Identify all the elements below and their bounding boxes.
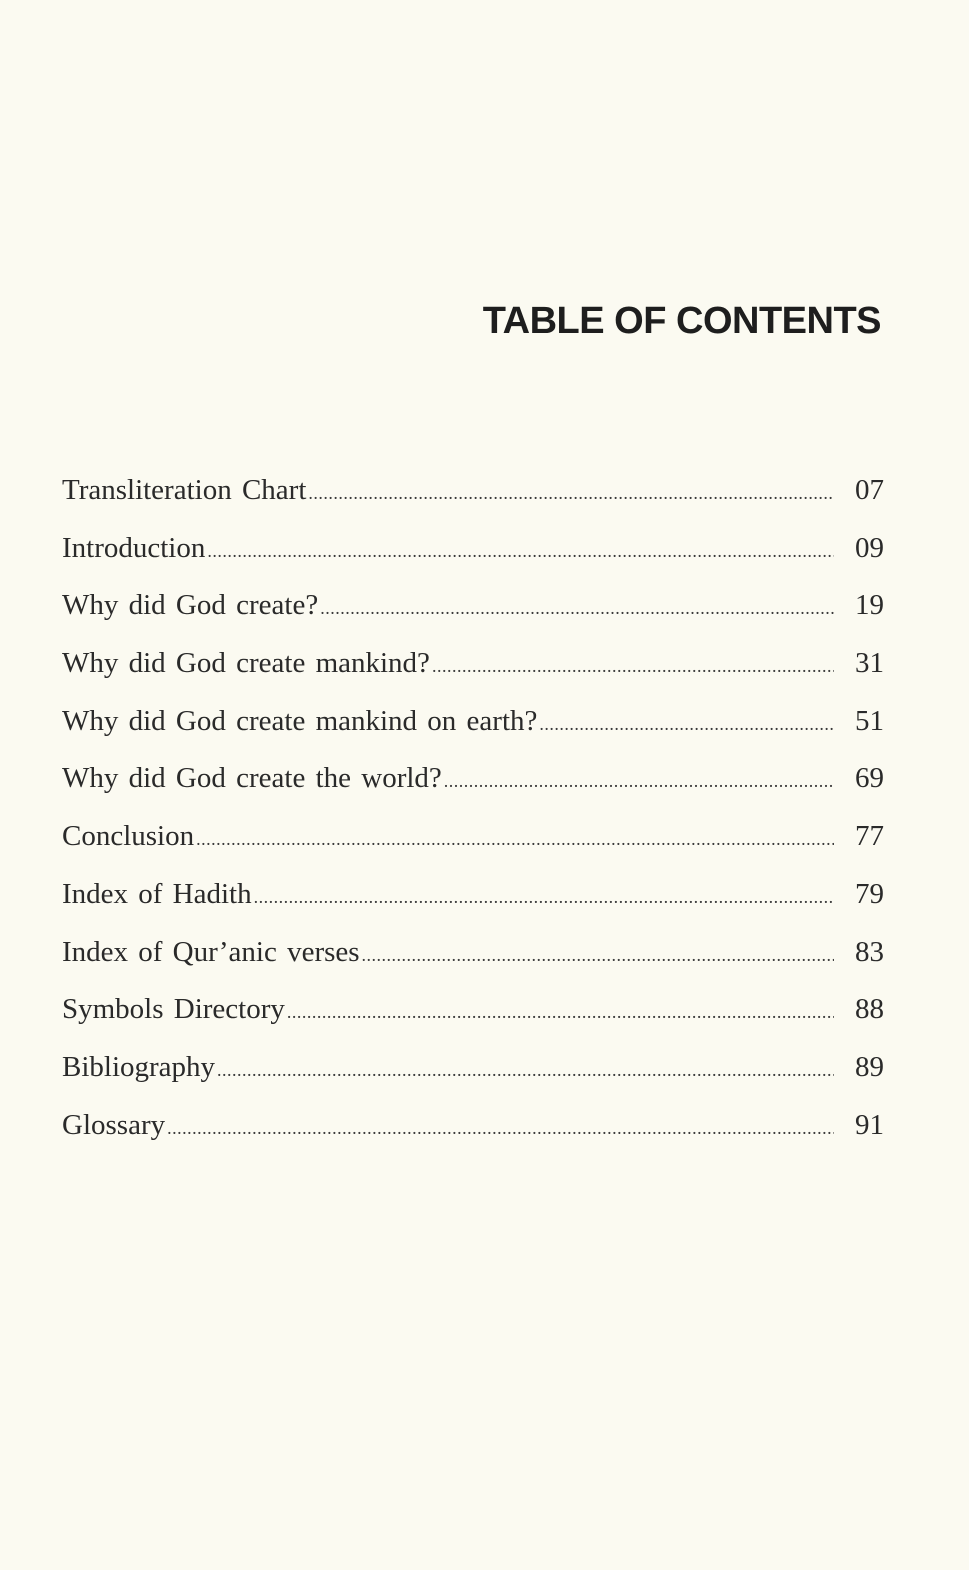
toc-page-number: 07 (855, 474, 884, 506)
dot-leader (362, 935, 834, 975)
toc-entry-conclusion[interactable] (62, 816, 884, 874)
toc-entry-label: Why did God create mankind? (62, 647, 430, 680)
toc-page-number: 89 (855, 1050, 884, 1083)
dot-leader (320, 588, 834, 628)
toc-entry-label: Why did God create the world? (62, 762, 442, 795)
toc-entry-label: Why did God create mankind on earth? (62, 704, 538, 737)
toc-entry-why-did-god-create-the-world[interactable] (62, 758, 884, 816)
toc-entry-why-did-god-create-mankind[interactable] (62, 643, 884, 701)
toc-page-number: 69 (855, 762, 884, 795)
toc-page-number: 79 (855, 877, 884, 910)
page-title: TABLE OF CONTENTS (482, 300, 881, 342)
toc-page-number: 31 (855, 647, 884, 680)
dot-leader (254, 877, 834, 917)
dot-leader (444, 761, 834, 801)
dot-leader (287, 992, 834, 1032)
toc-entry-transliteration-chart[interactable] (62, 470, 884, 528)
toc-page-number: 91 (855, 1108, 884, 1141)
toc-entry-label: Why did God create? (62, 589, 319, 622)
toc-entry-label: Introduction (62, 531, 206, 564)
toc-page-number: 09 (855, 531, 884, 564)
dot-leader (308, 473, 834, 513)
dot-leader (167, 1108, 834, 1148)
toc-entry-label: Glossary (62, 1108, 166, 1141)
toc-entry-bibliography[interactable] (62, 1047, 884, 1105)
toc-entry-label: Index of Qur’anic verses (62, 935, 360, 968)
toc-entry-index-of-quranic-verses[interactable] (62, 932, 884, 990)
dot-leader (432, 646, 834, 686)
toc-entry-symbols-directory[interactable] (62, 989, 884, 1047)
dot-leader (196, 819, 834, 859)
toc-entry-label: Bibliography (62, 1050, 216, 1083)
toc-page-number: 83 (855, 935, 884, 968)
toc-list (62, 470, 884, 1162)
toc-entry-why-did-god-create[interactable] (62, 585, 884, 643)
toc-entry-glossary[interactable] (62, 1105, 884, 1163)
toc-entry-label: Transliteration Chart (62, 474, 307, 506)
dot-leader (217, 1050, 834, 1090)
toc-entry-label: Conclusion (62, 820, 195, 853)
toc-entry-why-did-god-create-mankind-on-earth[interactable] (62, 701, 884, 759)
toc-page-number: 19 (855, 589, 884, 622)
toc-entry-index-of-hadith[interactable] (62, 874, 884, 932)
toc-entry-label: Index of Hadith (62, 877, 252, 910)
toc-page-number: 77 (855, 820, 884, 853)
toc-entry-introduction[interactable] (62, 528, 884, 586)
toc-page-number: 88 (855, 993, 884, 1026)
toc-page-number: 51 (855, 704, 884, 737)
dot-leader (207, 531, 834, 571)
dot-leader (539, 704, 834, 744)
toc-entry-label: Symbols Directory (62, 993, 285, 1026)
